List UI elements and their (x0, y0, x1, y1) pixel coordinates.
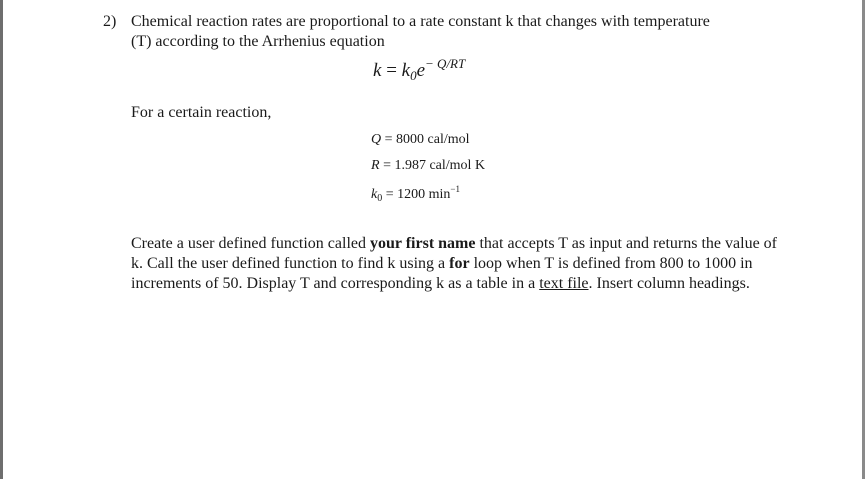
given-r (371, 158, 485, 174)
given-k0-subscript: 0 (377, 193, 383, 204)
given-r-symbol: R (371, 158, 380, 173)
given-q (371, 132, 470, 148)
paragraph-part-2: that accepts T as input and returns the value of k. Call the user defined function to find k using a (131, 235, 778, 272)
question-number: 2) (103, 13, 117, 30)
equation-k0-subscript: 0 (410, 68, 417, 83)
paragraph-part-4: . Insert column headings. (588, 275, 750, 292)
question-text-line-1: Chemical reaction rates are proportional to a rate constant k that changes with temperature (131, 13, 710, 30)
document-page (3, 0, 862, 479)
given-k0-symbol: k (371, 187, 378, 202)
paragraph-bold-for: for (449, 255, 470, 272)
given-r-value: = 1.987 cal/mol K (383, 158, 486, 173)
equation-exponent: − Q/RT (425, 56, 466, 71)
equation-k0: k (401, 60, 411, 81)
given-k0-value: = 1200 min (385, 187, 451, 202)
paragraph-part-3: loop when T is defined from 800 to 1000 in increments of 50. Display T and corresponding k as a table in a (131, 255, 753, 292)
paragraph-underline-text-file: text file (539, 275, 589, 292)
paragraph-part-1: Create a user defined function called (131, 235, 370, 252)
question-text-line-2: (T) according to the Arrhenius equation (131, 33, 385, 50)
given-k0 (371, 184, 460, 204)
equation-equals: = (386, 60, 397, 81)
equation-e: e (416, 60, 426, 81)
given-q-symbol: Q (371, 132, 382, 147)
equation-lhs: k (373, 60, 382, 81)
given-k0-exponent: −1 (450, 184, 460, 194)
intro-text: For a certain reaction, (131, 104, 272, 121)
arrhenius-equation (373, 56, 465, 84)
given-q-value: = 8000 cal/mol (384, 132, 470, 147)
instructions-paragraph (131, 234, 791, 294)
paragraph-bold-first-name: your first name (370, 235, 476, 252)
